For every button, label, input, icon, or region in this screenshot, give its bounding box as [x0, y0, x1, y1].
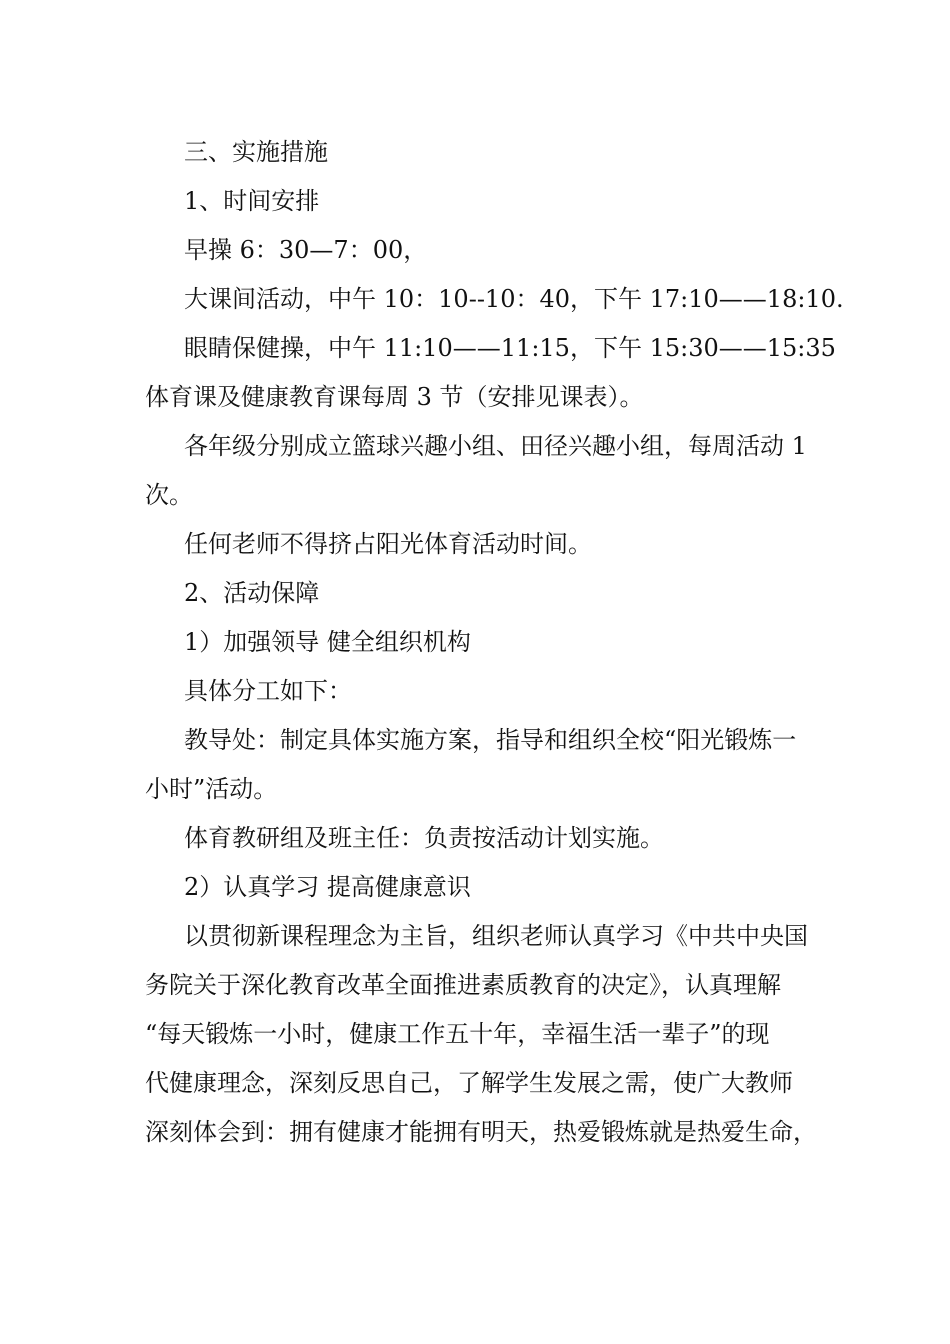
paragraph-line: 小时”活动。: [145, 775, 278, 803]
section-heading: 三、实施措施: [184, 138, 328, 166]
paragraph-line: 务院关于深化教育改革全面推进素质教育的决定》，认真理解: [145, 971, 781, 999]
paragraph-line: “每天锻炼一小时，健康工作五十年，幸福生活一辈子”的现: [145, 1020, 770, 1048]
paragraph-line: 眼睛保健操，中午 11:10——11:15，下午 15:30——15:35: [184, 334, 836, 362]
paragraph-line: 大课间活动，中午 10：10--10：40，下午 17:10——18:10.: [184, 285, 844, 313]
paragraph-line: 代健康理念，深刻反思自己，了解学生发展之需，使广大教师: [145, 1069, 793, 1097]
item-heading: 2）认真学习 提高健康意识: [184, 873, 471, 901]
document-body: [145, 128, 844, 1157]
paragraph-line: 深刻体会到：拥有健康才能拥有明天，热爱锻炼就是热爱生命，: [145, 1118, 817, 1146]
paragraph-line: 体育课及健康教育课每周 3 节（安排见课表）。: [145, 383, 644, 411]
paragraph-line: 以贯彻新课程理念为主旨，组织老师认真学习《中共中央国: [184, 922, 808, 950]
subsection-heading: 1、时间安排: [184, 187, 320, 215]
paragraph-line: 体育教研组及班主任：负责按活动计划实施。: [184, 824, 664, 852]
paragraph-line: 具体分工如下：: [184, 677, 352, 705]
paragraph-line: 次。: [145, 481, 193, 509]
paragraph-line: 早操 6：30—7：00，: [184, 236, 428, 264]
paragraph-line: 任何老师不得挤占阳光体育活动时间。: [184, 530, 592, 558]
subsection-heading: 2、活动保障: [184, 579, 320, 607]
item-heading: 1）加强领导 健全组织机构: [184, 628, 471, 656]
paragraph-line: 各年级分别成立篮球兴趣小组、田径兴趣小组，每周活动 1: [184, 432, 807, 460]
paragraph-line: 教导处：制定具体实施方案，指导和组织全校“阳光锻炼一: [184, 726, 797, 754]
